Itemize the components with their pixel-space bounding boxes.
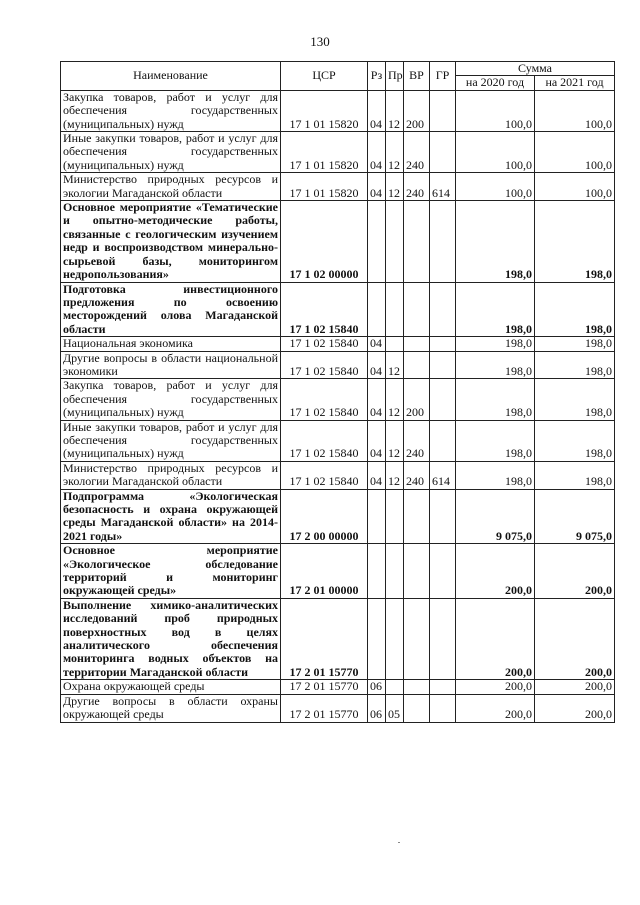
cell-vr: 240	[404, 461, 430, 489]
cell-vr: 200	[404, 379, 430, 420]
cell-sum-2020: 198,0	[456, 420, 535, 461]
cell-name: Закупка товаров, работ и услуг для обеспечения государственных (муниципальных) нужд	[61, 90, 281, 131]
table-row	[61, 337, 615, 351]
cell-csr: 17 1 02 15840	[281, 337, 368, 351]
cell-sum-2020: 198,0	[456, 379, 535, 420]
cell-sum-2021: 200,0	[535, 680, 615, 694]
cell-sum-2021: 200,0	[535, 544, 615, 599]
cell-sum-2021: 198,0	[535, 282, 615, 337]
cell-rz: 04	[368, 337, 386, 351]
cell-csr: 17 2 01 15770	[281, 680, 368, 694]
cell-name: Другие вопросы в области охраны окружающей среды	[61, 694, 281, 722]
cell-sum-2020: 198,0	[456, 282, 535, 337]
cell-pr	[386, 489, 404, 544]
cell-csr: 17 1 01 15820	[281, 173, 368, 201]
cell-name: Подготовка инвестиционного предложения по освоению месторождений олова Магаданской области	[61, 282, 281, 337]
cell-name: Иные закупки товаров, работ и услуг для обеспечения государственных (муниципальных) нужд	[61, 132, 281, 173]
cell-csr: 17 1 01 15820	[281, 90, 368, 131]
header-sum: Сумма	[456, 62, 615, 76]
cell-sum-2020: 200,0	[456, 680, 535, 694]
cell-vr	[404, 680, 430, 694]
cell-name: Закупка товаров, работ и услуг для обеспечения государственных (муниципальных) нужд	[61, 379, 281, 420]
cell-sum-2020: 198,0	[456, 337, 535, 351]
cell-sum-2021: 198,0	[535, 337, 615, 351]
cell-gr	[430, 90, 456, 131]
cell-name: Министерство природных ресурсов и экологии Магаданской области	[61, 173, 281, 201]
cell-gr	[430, 201, 456, 282]
cell-pr: 12	[386, 461, 404, 489]
cell-vr: 240	[404, 173, 430, 201]
cell-csr: 17 2 01 15770	[281, 598, 368, 679]
cell-sum-2021: 198,0	[535, 461, 615, 489]
cell-rz: 04	[368, 461, 386, 489]
cell-rz	[368, 489, 386, 544]
cell-csr: 17 1 02 00000	[281, 201, 368, 282]
table-row	[61, 90, 615, 131]
cell-sum-2020: 100,0	[456, 132, 535, 173]
cell-vr	[404, 489, 430, 544]
cell-csr: 17 1 01 15820	[281, 132, 368, 173]
cell-name: Подпрограмма «Экологическая безопасность и охрана окружающей среды Магаданской области» на 2014-2021 годы»	[61, 489, 281, 544]
cell-pr	[386, 544, 404, 599]
table-row	[61, 351, 615, 379]
cell-vr	[404, 337, 430, 351]
cell-sum-2021: 100,0	[535, 173, 615, 201]
header-csr: ЦСР	[281, 62, 368, 91]
cell-sum-2021: 200,0	[535, 694, 615, 722]
cell-rz	[368, 201, 386, 282]
cell-gr	[430, 282, 456, 337]
cell-gr: 614	[430, 461, 456, 489]
cell-sum-2021: 198,0	[535, 351, 615, 379]
cell-pr: 05	[386, 694, 404, 722]
cell-csr: 17 2 01 00000	[281, 544, 368, 599]
table-row	[61, 694, 615, 722]
cell-rz	[368, 598, 386, 679]
table-row	[61, 379, 615, 420]
cell-sum-2020: 100,0	[456, 173, 535, 201]
header-gr: ГР	[430, 62, 456, 91]
cell-sum-2020: 100,0	[456, 90, 535, 131]
cell-sum-2020: 198,0	[456, 461, 535, 489]
table-row	[61, 489, 615, 544]
cell-csr: 17 1 02 15840	[281, 282, 368, 337]
cell-name: Иные закупки товаров, работ и услуг для обеспечения государственных (муниципальных) нужд	[61, 420, 281, 461]
header-pr: Пр	[386, 62, 404, 91]
cell-rz: 04	[368, 420, 386, 461]
table-row	[61, 201, 615, 282]
cell-sum-2021: 198,0	[535, 379, 615, 420]
cell-csr: 17 2 01 15770	[281, 694, 368, 722]
cell-csr: 17 1 02 15840	[281, 461, 368, 489]
cell-rz: 06	[368, 694, 386, 722]
cell-gr	[430, 351, 456, 379]
cell-name: Выполнение химико-аналитических исследований проб природных поверхностных вод в целях аналитического обеспечения мониторинга водных объектов на территории Магаданской области	[61, 598, 281, 679]
cell-sum-2020: 9 075,0	[456, 489, 535, 544]
cell-pr	[386, 598, 404, 679]
cell-pr: 12	[386, 132, 404, 173]
cell-gr	[430, 680, 456, 694]
scan-artifact	[398, 842, 400, 843]
cell-gr	[430, 694, 456, 722]
cell-sum-2021: 100,0	[535, 90, 615, 131]
cell-rz: 04	[368, 351, 386, 379]
table-body	[61, 90, 615, 722]
cell-gr	[430, 489, 456, 544]
cell-vr: 240	[404, 420, 430, 461]
budget-table	[60, 61, 615, 723]
cell-vr	[404, 201, 430, 282]
cell-sum-2021: 198,0	[535, 201, 615, 282]
cell-pr	[386, 337, 404, 351]
cell-rz: 04	[368, 379, 386, 420]
cell-name: Основное мероприятие «Тематические и опытно-методические работы, связанные с геологическим изучением недр и воспроизводством минерально-сырьевой базы, мониторингом недропользования»	[61, 201, 281, 282]
cell-name: Национальная экономика	[61, 337, 281, 351]
cell-vr: 200	[404, 90, 430, 131]
cell-pr	[386, 680, 404, 694]
cell-vr: 240	[404, 132, 430, 173]
table-row	[61, 680, 615, 694]
cell-rz: 06	[368, 680, 386, 694]
cell-name: Охрана окружающей среды	[61, 680, 281, 694]
table-row	[61, 173, 615, 201]
cell-gr	[430, 132, 456, 173]
cell-vr	[404, 544, 430, 599]
cell-sum-2020: 200,0	[456, 598, 535, 679]
table-row	[61, 598, 615, 679]
cell-sum-2020: 198,0	[456, 201, 535, 282]
cell-vr	[404, 282, 430, 337]
header-rz: Рз	[368, 62, 386, 91]
cell-rz	[368, 544, 386, 599]
table-row	[61, 420, 615, 461]
cell-sum-2021: 9 075,0	[535, 489, 615, 544]
cell-pr: 12	[386, 173, 404, 201]
cell-csr: 17 1 02 15840	[281, 420, 368, 461]
cell-name: Основное мероприятие «Экологическое обследование территорий и мониторинг окружающей среды»	[61, 544, 281, 599]
cell-gr	[430, 337, 456, 351]
table-row	[61, 132, 615, 173]
cell-vr	[404, 598, 430, 679]
cell-vr	[404, 351, 430, 379]
cell-gr	[430, 420, 456, 461]
cell-pr	[386, 282, 404, 337]
cell-pr: 12	[386, 351, 404, 379]
cell-sum-2020: 200,0	[456, 694, 535, 722]
cell-gr: 614	[430, 173, 456, 201]
cell-csr: 17 1 02 15840	[281, 379, 368, 420]
cell-gr	[430, 544, 456, 599]
cell-rz: 04	[368, 90, 386, 131]
cell-sum-2020: 200,0	[456, 544, 535, 599]
table-row	[61, 544, 615, 599]
table-row	[61, 461, 615, 489]
cell-csr: 17 2 00 00000	[281, 489, 368, 544]
header-year-2020: на 2020 год	[456, 76, 535, 90]
cell-rz: 04	[368, 173, 386, 201]
cell-sum-2021: 200,0	[535, 598, 615, 679]
cell-rz: 04	[368, 132, 386, 173]
cell-name: Другие вопросы в области национальной экономики	[61, 351, 281, 379]
page-number: 130	[310, 34, 330, 49]
cell-gr	[430, 379, 456, 420]
cell-pr: 12	[386, 420, 404, 461]
cell-vr	[404, 694, 430, 722]
cell-name: Министерство природных ресурсов и экологии Магаданской области	[61, 461, 281, 489]
header-year-2021: на 2021 год	[535, 76, 615, 90]
cell-rz	[368, 282, 386, 337]
cell-sum-2021: 198,0	[535, 420, 615, 461]
cell-pr: 12	[386, 90, 404, 131]
cell-sum-2020: 198,0	[456, 351, 535, 379]
cell-pr	[386, 201, 404, 282]
cell-pr: 12	[386, 379, 404, 420]
header-name: Наименование	[61, 62, 281, 91]
table-row	[61, 282, 615, 337]
cell-sum-2021: 100,0	[535, 132, 615, 173]
cell-csr: 17 1 02 15840	[281, 351, 368, 379]
header-vr: ВР	[404, 62, 430, 91]
cell-gr	[430, 598, 456, 679]
